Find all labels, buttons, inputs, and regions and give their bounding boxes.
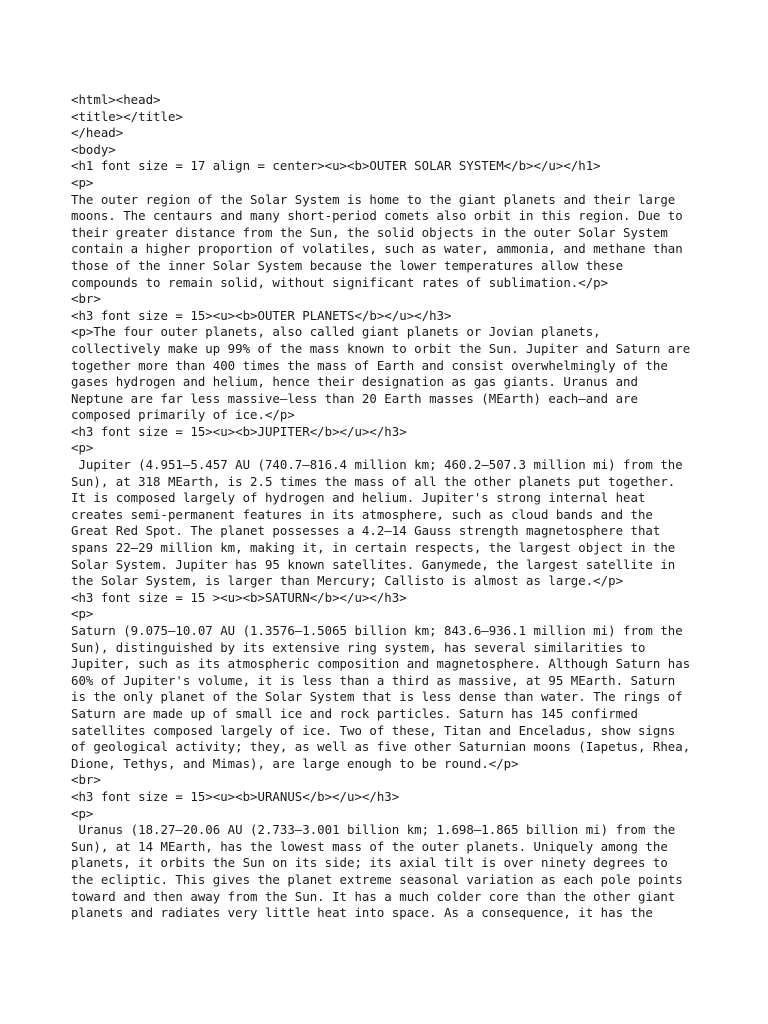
text-line: Saturn are made up of small ice and rock particles. Saturn has 145 confirmed bbox=[71, 705, 638, 721]
text-line: Sun), distinguished by its extensive ring system, has several similarities to bbox=[71, 639, 646, 655]
text-line: 60% of Jupiter's volume, it is less than a third as massive, at 95 MEarth. Saturn bbox=[71, 672, 676, 688]
text-line: the Solar System, is larger than Mercury; Callisto is almost as large.</p> bbox=[71, 573, 624, 589]
text-line: creates semi-permanent features in its atmosphere, such as cloud bands and the bbox=[71, 506, 653, 522]
text-line: <body> bbox=[71, 141, 116, 157]
text-line: composed primarily of ice.</p> bbox=[71, 407, 295, 423]
text-line: those of the inner Solar System because the lower temperatures allow these bbox=[71, 257, 624, 273]
text-line: Neptune are far less massive—less than 20 Earth masses (MEarth) each—and are bbox=[71, 390, 638, 406]
text-line: gases hydrogen and helium, hence their designation as gas giants. Uranus and bbox=[71, 374, 638, 390]
text-line: compounds to remain solid, without significant rates of sublimation.</p> bbox=[71, 274, 609, 290]
text-line: the ecliptic. This gives the planet extreme seasonal variation as each pole points bbox=[71, 871, 683, 887]
text-line: satellites composed largely of ice. Two of these, Titan and Enceladus, show signs bbox=[71, 722, 676, 738]
text-line: <p> bbox=[71, 606, 94, 622]
text-line: <p> bbox=[71, 440, 94, 456]
text-line: is the only planet of the Solar System that is less dense than water. The rings of bbox=[71, 689, 683, 705]
text-line: planets, it orbits the Sun on its side; its axial tilt is over ninety degrees to bbox=[71, 855, 668, 871]
text-line: Sun), at 14 MEarth, has the lowest mass of the outer planets. Uniquely among the bbox=[71, 838, 668, 854]
text-line: moons. The centaurs and many short-period comets also orbit in this region. Due to bbox=[71, 208, 683, 224]
text-line: </head> bbox=[71, 125, 124, 141]
document-text bbox=[71, 92, 711, 922]
text-line: Jupiter (4.951–5.457 AU (740.7–816.4 million km; 460.2–507.3 million mi) from the bbox=[71, 457, 683, 473]
text-line: <p> bbox=[71, 805, 94, 821]
text-line: their greater distance from the Sun, the solid objects in the outer Solar System bbox=[71, 224, 668, 240]
text-line: The outer region of the Solar System is home to the giant planets and their large bbox=[71, 191, 676, 207]
text-line: Uranus (18.27–20.06 AU (2.733–3.001 billion km; 1.698–1.865 billion mi) from the bbox=[71, 822, 676, 838]
text-line: spans 22–29 million km, making it, in certain respects, the largest object in the bbox=[71, 540, 676, 556]
text-line: contain a higher proportion of volatiles, such as water, ammonia, and methane than bbox=[71, 241, 683, 257]
text-line: toward and then away from the Sun. It has a much colder core than the other giant bbox=[71, 888, 676, 904]
text-line: <p> bbox=[71, 174, 94, 190]
text-line: <h3 font size = 15 ><u><b>SATURN</b></u></h3> bbox=[71, 589, 407, 605]
text-line: Saturn (9.075–10.07 AU (1.3576–1.5065 billion km; 843.6–936.1 million mi) from the bbox=[71, 623, 683, 638]
text-line: <h3 font size = 15><u><b>OUTER PLANETS</b></u></h3> bbox=[71, 307, 452, 323]
text-line: <h3 font size = 15><u><b>JUPITER</b></u></h3> bbox=[71, 423, 407, 439]
text-line: Dione, Tethys, and Mimas), are large enough to be round.</p> bbox=[71, 755, 519, 771]
text-line: planets and radiates very little heat into space. As a consequence, it has the bbox=[71, 905, 653, 921]
text-line: <p>The four outer planets, also called giant planets or Jovian planets, bbox=[71, 324, 601, 340]
text-line: Sun), at 318 MEarth, is 2.5 times the mass of all the other planets put together. bbox=[71, 473, 676, 489]
text-line: together more than 400 times the mass of Earth and consist overwhelmingly of the bbox=[71, 357, 668, 373]
text-line: <h3 font size = 15><u><b>URANUS</b></u></h3> bbox=[71, 788, 400, 804]
text-line: <h1 font size = 17 align = center><u><b>OUTER SOLAR SYSTEM</b></u></h1> bbox=[71, 158, 601, 174]
text-line: collectively make up 99% of the mass known to orbit the Sun. Jupiter and Saturn are bbox=[71, 340, 691, 356]
text-line: <br> bbox=[71, 772, 101, 788]
text-line: of geological activity; they, as well as five other Saturnian moons (Iapetus, Rhea, bbox=[71, 739, 691, 755]
text-line: Jupiter, such as its atmospheric composition and magnetosphere. Although Saturn has bbox=[71, 656, 691, 672]
text-line: Great Red Spot. The planet possesses a 4.2–14 Gauss strength magnetosphere that bbox=[71, 523, 661, 539]
text-line: <br> bbox=[71, 291, 101, 307]
text-line: Solar System. Jupiter has 95 known satellites. Ganymede, the largest satellite in bbox=[71, 556, 676, 572]
text-line: <title></title> bbox=[71, 108, 183, 124]
text-line: It is composed largely of hydrogen and helium. Jupiter's strong internal heat bbox=[71, 490, 646, 506]
text-line: <html><head> bbox=[71, 92, 161, 107]
